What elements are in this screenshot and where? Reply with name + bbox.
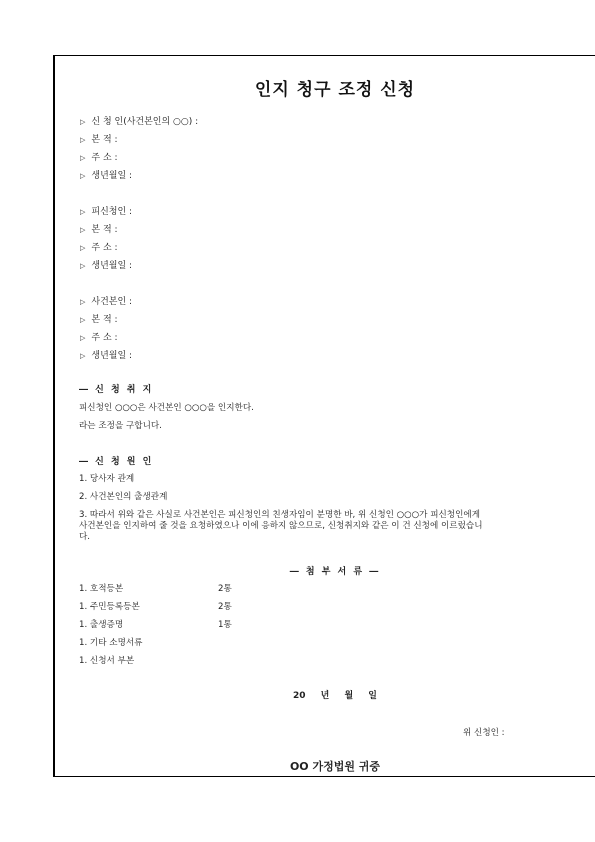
purpose-line: 피신청인 ○○○은 사건본인 ○○○을 인지한다. — [79, 403, 254, 413]
cause-line: 3. 따라서 위와 같은 사실로 사건본인은 피신청인의 친생자임이 분명한 바, 위 신청인 ○○○가 피신청인에게 — [79, 510, 481, 520]
triangle-bullet-icon: ▷ — [80, 334, 86, 342]
cause-line: 1. 당사자 관계 — [79, 474, 135, 484]
cause-line: 2. 사건본인의 출생관계 — [79, 492, 168, 502]
court-addressee: OO 가정법원 귀중 — [289, 760, 381, 773]
attachment-name: 1. 호적등본 — [79, 584, 124, 594]
attachment-count: 2통 — [218, 602, 232, 612]
triangle-bullet-icon: ▷ — [80, 136, 86, 144]
triangle-bullet-icon: ▷ — [80, 118, 86, 126]
attachments-heading: ― 첨 부 서 류 ― — [289, 567, 381, 577]
subject-label: ▷ 사건본인 : — [80, 297, 133, 307]
applicant-label: ▷ 신 청 인(사건본인의 ○○) : — [80, 117, 199, 127]
attachment-name: 1. 출생증명 — [79, 620, 124, 630]
document-title: 인지 청구 조정 신청 — [254, 80, 416, 100]
cause-line: 다. — [79, 532, 91, 542]
attachment-count: 2통 — [218, 584, 232, 594]
subject-domicile-label: ▷ 본 적 : — [80, 315, 118, 325]
triangle-bullet-icon: ▷ — [80, 226, 86, 234]
attachment-name: 1. 신청서 부본 — [79, 656, 135, 666]
subject-address-label: ▷ 주 소 : — [80, 333, 118, 343]
subject-birthdate-label: ▷ 생년월일 : — [80, 351, 133, 361]
filing-date: 20 년 월 일 — [292, 691, 377, 701]
applicant-birthdate-label: ▷ 생년월일 : — [80, 171, 133, 181]
attachment-count: 1통 — [218, 620, 232, 630]
triangle-bullet-icon: ▷ — [80, 244, 86, 252]
signer-label: 위 신청인 : — [463, 728, 505, 738]
triangle-bullet-icon: ▷ — [80, 154, 86, 162]
respondent-address-label: ▷ 주 소 : — [80, 243, 118, 253]
attachment-name: 1. 주민등록등본 — [79, 602, 140, 612]
triangle-bullet-icon: ▷ — [80, 172, 86, 180]
attachment-name: 1. 기타 소명서류 — [79, 638, 143, 648]
triangle-bullet-icon: ▷ — [80, 316, 86, 324]
respondent-birthdate-label: ▷ 생년월일 : — [80, 261, 133, 271]
purpose-heading: ― 신 청 취 지 — [79, 385, 154, 395]
applicant-domicile-label: ▷ 본 적 : — [80, 135, 118, 145]
triangle-bullet-icon: ▷ — [80, 298, 86, 306]
applicant-address-label: ▷ 주 소 : — [80, 153, 118, 163]
triangle-bullet-icon: ▷ — [80, 208, 86, 216]
triangle-bullet-icon: ▷ — [80, 262, 86, 270]
cause-line: 사건본인을 인지하여 줄 것을 요청하였으나 이에 응하지 않으므로, 신청취지와 같은 이 건 신청에 이르렀습니 — [79, 521, 483, 531]
respondent-label: ▷ 피신청인 : — [80, 207, 133, 217]
triangle-bullet-icon: ▷ — [80, 352, 86, 360]
document-frame — [53, 55, 595, 777]
purpose-line: 라는 조정을 구합니다. — [79, 421, 162, 431]
cause-heading: ― 신 청 원 인 — [79, 457, 154, 467]
respondent-domicile-label: ▷ 본 적 : — [80, 225, 118, 235]
